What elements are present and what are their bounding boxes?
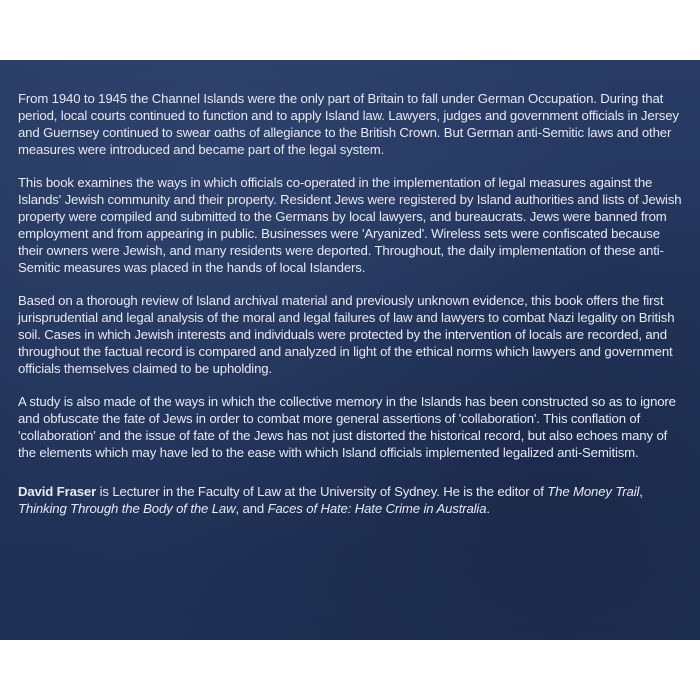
blurb-text-block — [18, 90, 684, 533]
blurb-paragraph-2: This book examines the ways in which officials co-operated in the implementation of legal measures against the Islands' Jewish community and their property. Resident Jews were registered by Island authorities and lists of Jewish property were compiled and submitted to the Germans by local lawyers, and bureaucrats. Jews were banned from employment and from appearing in public. Businesses were 'Aryanized'. Wireless sets were confiscated because their owners were Jewish, and many residents were deported. Throughout, the daily implementation of these anti-Semitic measures was placed in the hands of local Islanders. — [18, 175, 682, 275]
back-cover-panel — [0, 60, 700, 640]
book-title-1: The Money Trail — [547, 484, 640, 499]
book-title-2: Thinking Through the Body of the Law — [18, 501, 236, 516]
bio-end: . — [486, 501, 490, 516]
book-title-3: Faces of Hate: Hate Crime in Australia — [267, 501, 487, 516]
blurb-paragraph-3: Based on a thorough review of Island archival material and previously unknown evidence, this book offers the first jurisprudential and legal analysis of the moral and legal failures of law and lawyers to combat Nazi legality on British soil. Cases in which Jewish interests and individuals were protected by the intervention of locals are recorded, and throughout the factual record is compared and analyzed in light of the ethical norms which lawyers and government officials themselves claimed to be upholding. — [18, 293, 675, 376]
author-bio-text: is Lecturer in the Faculty of Law at the University of Sydney. He is the editor of — [96, 484, 548, 499]
author-name: David Fraser — [18, 484, 97, 499]
blurb-paragraph-1: From 1940 to 1945 the Channel Islands were the only part of Britain to fall under German Occupation. During that period, local courts continued to function and to apply Island law. Lawyers, judges and government officials in Jersey and Guernsey continued to swear oaths of allegiance to the British Crown. But German anti-Semitic laws and other measures were introduced and became part of the legal system. — [18, 91, 679, 157]
blurb-paragraph-4: A study is also made of the ways in which the collective memory in the Islands has been constructed so as to ignore and obfuscate the fate of Jews in order to combat more general assertions of 'collaboration'. This conflation of 'collaboration' and the issue of fate of the Jews has not just distorted the historical record, but also echoes many of the elements which may have led to the ease with which Island officials implemented legalized anti-Semitism. — [18, 394, 676, 460]
bio-separator-1: , — [639, 484, 643, 499]
author-bio — [18, 483, 684, 517]
bio-separator-2: , and — [235, 501, 268, 516]
